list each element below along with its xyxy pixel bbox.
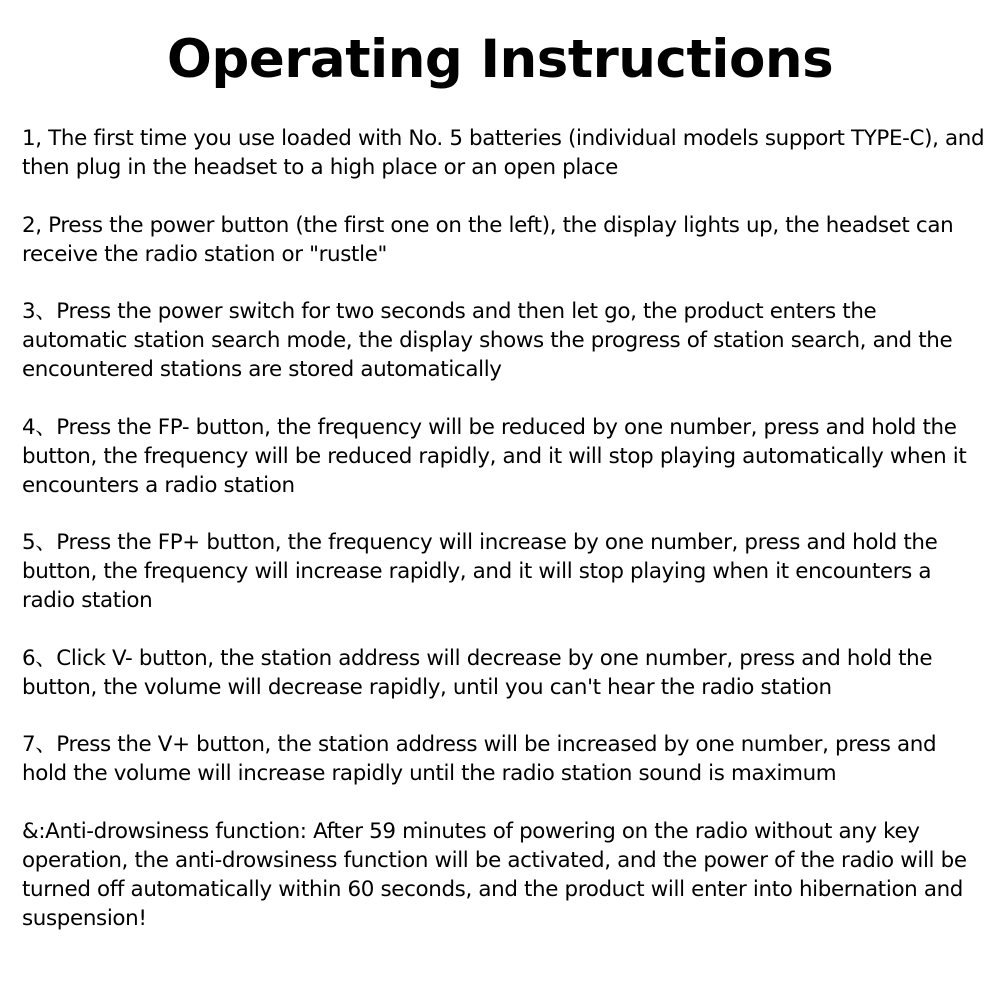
instruction-step-1: 1, The first time you use loaded with No. 5 batteries (individual models support TYPE-C), and then plug in the headset to a high place or an open place [22, 126, 985, 180]
instruction-step-4: 4、Press the FP- button, the frequency will be reduced by one number, press and hold the button, the frequency will be reduced rapidly, and it will stop playing automatically when it encounters a radio station [22, 414, 967, 498]
anti-drowsiness-note: &:Anti-drowsiness function: After 59 minutes of powering on the radio without any key operation, the anti-drowsiness function will be activated, and the power of the radio will be turned off automatically within 60 seconds, and the product will enter into hibernation and suspension! [22, 818, 967, 931]
instruction-list [22, 124, 986, 961]
page-title: Operating Instructions [166, 29, 834, 90]
instruction-step-6: 6、Click V- button, the station address will decrease by one number, press and hold the button, the volume will decrease rapidly, until you can't hear the radio station [22, 645, 933, 700]
instruction-step-2: 2, Press the power button (the first one on the left), the display lights up, the headset can receive the radio station or "rustle" [22, 212, 954, 267]
instruction-step-7: 7、Press the V+ button, the station address will be increased by one number, press and hold the volume will increase rapidly until the radio station sound is maximum [22, 732, 937, 786]
instruction-step-3: 3、Press the power switch for two seconds and then let go, the product enters the automatic station search mode, the display shows the progress of station search, and the encountered stations are stored automatically [22, 299, 953, 382]
instruction-step-5: 5、Press the FP+ button, the frequency will increase by one number, press and hold the button, the frequency will increase rapidly, and it will stop playing when it encounters a radio station [22, 530, 938, 613]
